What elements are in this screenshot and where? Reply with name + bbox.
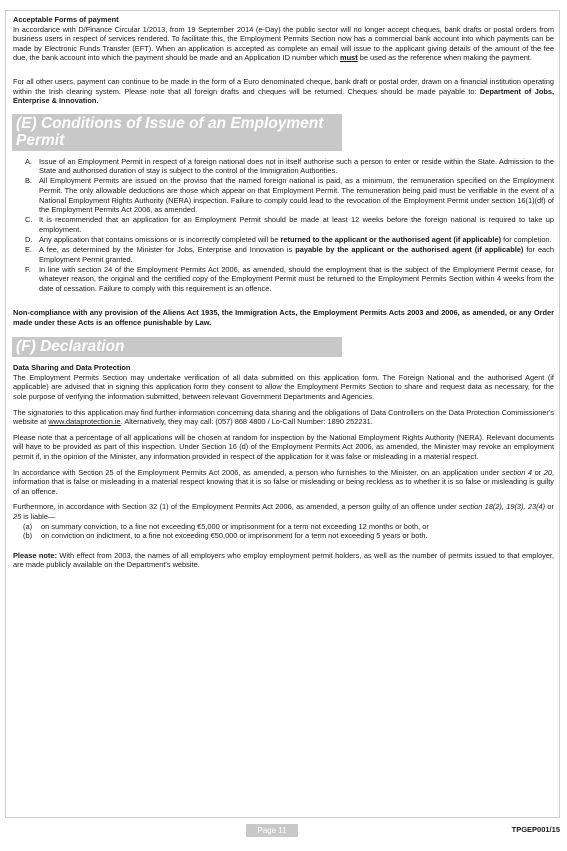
declaration-p5-italic-2: 25 [13,511,22,521]
payment-heading: Acceptable Forms of payment [13,15,119,24]
condition-text: It is recommended that an application for an Employment Permit should be made at least 12 weeks before the foreign national is required to take up employment. [39,215,554,234]
condition-letter: E. [25,245,32,255]
condition-text: All Employment Permits are issued on the proviso that the named foreign national is paid, as a minimum, the remuneration specified on the Employment Permit. The only allowable deductions are those which appear on that Employment Permit. The remuneration being paid must be verifiable in the event of a National Employment Rights Authority (NERA) inspection. Failure to comply could lead to the revocation of the Employment Permit under section 16(1)(df) of the Employment Permits Act 2006, as amended. [39,176,554,215]
penalty-text: on conviction on indictment, to a fine not exceeding €50,000 or imprisonment for a term not exceeding 5 years or both. [41,531,428,541]
document-page [5,10,560,840]
penalty-item [13,522,554,532]
data-sharing-heading: Data Sharing and Data Protection [13,363,131,373]
condition-letter: D. [25,235,33,244]
declaration-p4-or: or [532,467,544,477]
noncompliance-notice: Non-compliance with any provision of the Aliens Act 1935, the Immigration Acts, the Employment Permits Acts 2003 and 2006, as amended, or any Order made under these Acts is an offence punishable by Law. [13,308,554,327]
dataprotection-link[interactable]: www.dataprotection.ie [48,417,121,427]
penalty-item [13,531,554,541]
declaration-p5-text: Furthermore, in accordance with Section 32 (1) of the Employment Permits Act 2006, as amended, a person guilty of an offence under [13,502,459,512]
payment-payee: Department of Jobs, Enterprise & Innovation. [13,86,555,106]
condition-text-end: for completion. [501,235,552,244]
payment-must-emphasis: must [340,53,358,63]
penalty-letter: (a) [23,521,33,531]
section-f-title: (F) Declaration [12,337,342,357]
section-e-title: (E) Conditions of Issue of an Employment Permit [12,114,342,151]
declaration-paragraph-2 [13,408,554,427]
condition-text-end: for each Employment Permit granted. [39,245,554,264]
payment-p1-text-end: be used as the reference when making the payment. [357,53,532,63]
condition-letter: A. [25,156,32,166]
declaration-p4-italic-2: 20 [543,467,552,477]
payment-paragraph-2 [13,77,554,106]
declaration-p5-italic: section 18(2), 19(3), 23(4) [458,502,546,512]
penalty-text: on summary conviction, to a fine not exceeding €5,000 or imprisonment for a term not exceeding 12 months or both, or [41,521,429,531]
payment-p2-text: For all other users, payment can continue to be made in the form of a Euro denominated cheque, bank draft or postal order, drawn on a financial institution operating within the Irish clearing system. Please note that all foreign drafts and cheques will be returned. Cheques should be made payable to: [13,76,554,96]
declaration-p5-text-end: is liable— [21,511,56,521]
declaration-p4-text: In accordance with Section 25 of the Employment Permits Act 2006, as amended, a person who furnishes to the Minister, on an application under [13,467,502,477]
condition-item [13,215,554,234]
declaration-p5-or: or [545,502,554,512]
declaration-paragraph-1: The Employment Permits Section may undertake verification of all data submitted on this application form. The Foreign National and the authorised Agent (if applicable) are advised that in signing this application form they consent to allow the Employment Permits Section to share and request data as necessary, for the sole purpose of verifying the information submitted, between relevant Government Departments and Agencies. [13,372,554,402]
penalty-letter: (b) [23,531,33,541]
declaration-p4-text-end: , information that is false or misleading in a material respect knowing that it is so false or misleading or being reckless as to whether it is so false or misleading is guilty of an offence. [13,467,555,496]
condition-text: Issue of an Employment Permit in respect of a foreign national does not in itself authorise such a person to enter or reside within the State. Admission to the State and authorised duration of stay is subject to the control of the Immigration Authorities. [39,156,554,176]
page-number: Page 11 [246,824,298,837]
page-frame [5,10,560,818]
page-content [13,15,554,570]
declaration-paragraph-5 [13,502,554,521]
condition-text: In line with section 24 of the Employment Permits Act 2006, as amended, should the employment that is the subject of the Employment Permit cease, for whatever reason, the original and the certified copy of the Employment Permit must be returned to the Employment Permits Section within 4 weeks from the date of cessation. Failure to comply with this requirement is an offence. [39,264,554,293]
publication-note [13,551,554,570]
declaration-paragraph-4 [13,468,554,497]
payment-p1-text: In accordance with D/Finance Circular 1/2013, from 19 September 2014 (e-Day) the public sector will no longer accept cheques, bank drafts or postal orders from business users in respect of services rendered. To facilitate this, the Employment Permits Section now has a commercial bank account into which payments can be made by Electronic Funds Transfer (EFT). When an application is accepted as complete an email will issue to the applicant giving details of the amount of the fee due, the bank account into which the payment should be made and an Application ID number which [13,24,554,63]
condition-letter: B. [25,176,32,186]
condition-item [13,265,554,294]
condition-item [13,235,554,245]
declaration-p4-italic: section 4 [501,467,532,477]
publication-note-text: With effect from 2003, the names of all employers who employ employment permit holders, as well as the number of permits issued to that employer, are made publicly available on the Department's website. [13,550,554,570]
condition-text: Any application that contains omissions or is incorrectly completed will be [39,235,281,244]
condition-letter: C. [25,215,33,225]
condition-item [13,245,554,264]
declaration-p2-text: The signatories to this application may find further information concerning data sharing and the obligations of Data Controllers on the Data Protection Commissioner's website at [13,407,554,427]
declaration-paragraph-3: Please note that a percentage of all applications will be chosen at random for inspection by the National Employment Rights Authority (NERA). Relevant documents will have to be provided as part of this inspection. Under Section 16 (d) of the Employment Permits Act 2006, as amended, the Minister may revoke an employment permit if, in the opinion of the Minister, any information provided in respect of the application for it was false or misleading in a material respect. [13,432,554,461]
condition-text-bold: payable by the applicant or the authorised agent (if applicable) [295,245,524,255]
payment-paragraph-1 [13,25,554,63]
condition-text: A fee, as determined by the Minister for Jobs, Enterprise and Innovation is [39,245,296,255]
declaration-p2-text-end: . Alternatively, they may call: (057) 868 4800 / Lo-Call Number: 1890 252231. [120,417,373,427]
form-code: TPGEP001/15 [511,825,560,834]
conditions-list [13,157,554,294]
condition-item [13,157,554,176]
penalty-list [13,522,554,541]
condition-letter: F. [25,264,31,274]
condition-item [13,176,554,214]
publication-note-label: Please note: [13,550,57,560]
condition-text-bold: returned to the applicant or the authorised agent (if applicable) [280,235,502,244]
